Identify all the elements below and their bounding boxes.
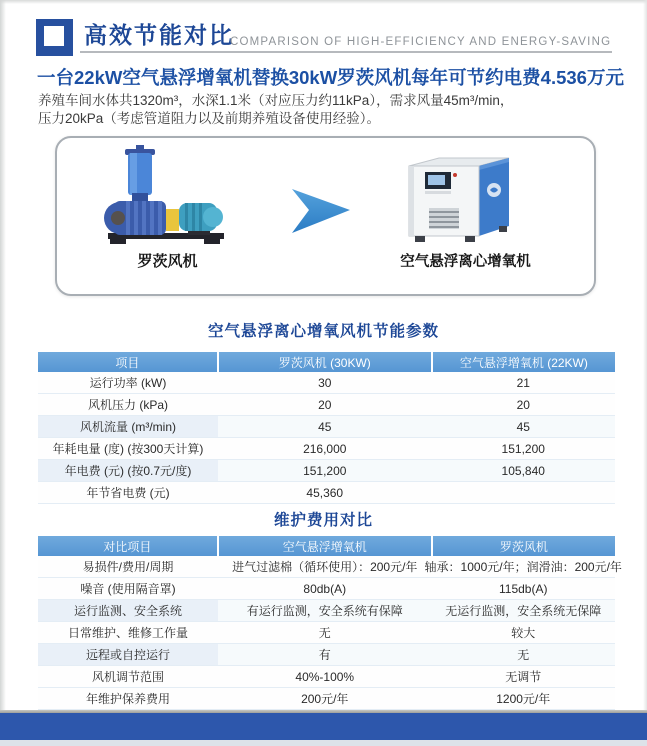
- section-bullet-square-icon: [36, 19, 73, 56]
- row-label-cell: 年耗电量 (度) (按300天计算): [52, 442, 204, 456]
- arrow-right-icon: [292, 186, 350, 236]
- description-line-2: 压力20kPa（考虑管道阻力以及前期养殖设备使用经验）。: [38, 111, 381, 126]
- energy-table-title: 空气悬浮离心增氧风机节能参数: [207, 323, 439, 340]
- footer-bottom-strip: [0, 740, 647, 746]
- maintenance-table: [38, 536, 622, 710]
- page-subtitle-en: COMPARISON OF HIGH-EFFICIENCY AND ENERGY-SAVING: [230, 36, 612, 48]
- value-cell: 216,000: [303, 441, 347, 456]
- table-row: [38, 688, 615, 710]
- table-row: [38, 666, 615, 688]
- value-cell: 80db(A): [303, 581, 347, 596]
- description-paragraph: [38, 92, 598, 128]
- page-title: 高效节能对比: [84, 22, 234, 48]
- row-label-cell: 易损件/费用/周期: [82, 560, 174, 574]
- table-row: [38, 394, 615, 416]
- value-cell: 115db(A): [499, 581, 548, 596]
- table-row: [38, 482, 615, 504]
- column-header: 对比项目: [38, 536, 217, 556]
- row-label-cell: 风机流量 (m³/min): [38, 416, 218, 437]
- maintenance-table-title: 维护费用对比: [273, 512, 373, 529]
- air-suspension-blower-image: [395, 142, 530, 248]
- value-cell: 无: [517, 648, 530, 662]
- scan-edge-top: [0, 0, 647, 4]
- bullet-inner-square: [44, 26, 64, 46]
- value-cell: 有: [318, 648, 331, 662]
- value-cell: 无调节: [505, 670, 542, 684]
- roots-blower-image: [92, 145, 242, 253]
- value-cell: 无: [318, 626, 331, 640]
- table-row: [38, 416, 615, 438]
- value-cell: 105,840: [501, 463, 545, 478]
- value-cell: 20: [516, 397, 530, 412]
- row-label-cell: 年电费 (元) (按0.7元/度): [38, 460, 218, 481]
- column-header: 罗茨风机 (30KW): [219, 352, 431, 372]
- column-header: 项目: [38, 352, 217, 372]
- value-cell: 轴承：1000元/年；润滑油：200元/年: [424, 560, 622, 574]
- value-cell: 151,200: [303, 463, 347, 478]
- column-header: 罗茨风机: [433, 536, 615, 556]
- value-cell: 45,360: [306, 485, 344, 500]
- column-header: 空气悬浮增氧机 (22KW): [433, 352, 615, 372]
- row-label-cell: 日常维护、维修工作量: [68, 626, 189, 640]
- value-cell: 151,200: [501, 441, 545, 456]
- value-cell: 无运行监测，安全系统无保障: [445, 604, 602, 618]
- row-label-cell: 运行功率 (kW): [89, 376, 167, 390]
- energy-table: [38, 352, 615, 504]
- value-cell: 200元/年: [301, 692, 349, 706]
- header-divider: [80, 51, 612, 53]
- table-row: [38, 556, 622, 578]
- table-row: [38, 372, 615, 394]
- table-row: [38, 438, 615, 460]
- value-cell: 21: [516, 375, 530, 390]
- value-cell: 45: [318, 419, 332, 434]
- table-row: [38, 600, 615, 622]
- value-cell: 45: [516, 419, 530, 434]
- savings-headline: 一台22kW空气悬浮增氧机替换30kW罗茨风机每年可节约电费4.536万元: [37, 67, 624, 88]
- footer-band: [0, 713, 647, 740]
- row-label-cell: 噪音 (使用隔音罩): [80, 582, 176, 596]
- table-row: [38, 460, 615, 482]
- maintenance-table-header-row: [38, 536, 615, 556]
- left-machine-label: 罗茨风机: [137, 253, 198, 270]
- description-line-1: 养殖车间水体共1320m³，水深1.1米（对应压力约11kPa），需求风量45m³/min，: [38, 93, 514, 108]
- value-cell: 1200元/年: [496, 692, 551, 706]
- row-label-cell: 风机压力 (kPa): [88, 398, 169, 412]
- value-cell: 30: [318, 375, 332, 390]
- right-machine-label: 空气悬浮离心增氧机: [400, 254, 531, 270]
- row-label-cell: 远程或自控运行: [38, 644, 218, 665]
- value-cell: 有运行监测，安全系统有保障: [246, 604, 403, 618]
- column-header: 空气悬浮增氧机: [219, 536, 431, 556]
- row-label-cell: 风机调节范围: [92, 670, 165, 684]
- energy-table-header-row: [38, 352, 615, 372]
- scan-edge-left: [0, 0, 6, 746]
- value-cell: 40%-100%: [295, 669, 355, 684]
- value-cell: 较大: [511, 626, 536, 640]
- value-cell: 20: [318, 397, 332, 412]
- table-row: [38, 578, 615, 600]
- row-label-cell: 年维护保养费用: [86, 692, 171, 706]
- value-cell: 进气过滤棉（循环使用）：200元/年: [232, 560, 418, 574]
- table-row: [38, 644, 615, 666]
- row-label-cell: 运行监测、安全系统: [38, 600, 218, 621]
- value-cell: [432, 482, 615, 503]
- row-label-cell: 年节省电费 (元): [86, 486, 170, 500]
- scan-edge-right: [643, 0, 647, 746]
- table-row: [38, 622, 615, 644]
